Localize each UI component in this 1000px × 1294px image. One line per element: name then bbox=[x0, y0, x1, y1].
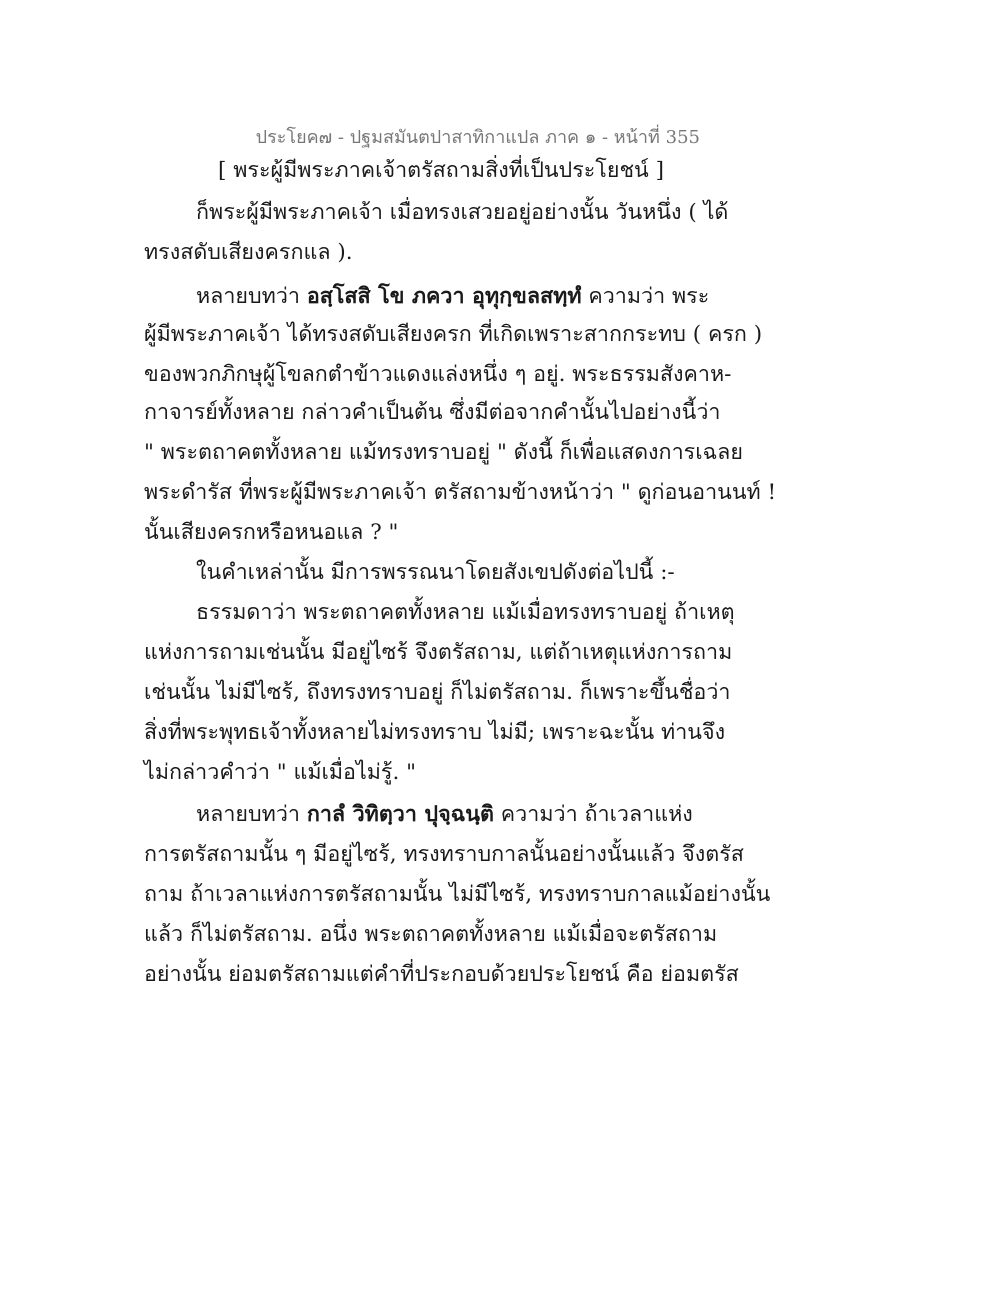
text-line: การตรัสถามนั้น ๆ มีอยู่ไซร้, ทรงทราบกาลนั้นอย่างนั้นแล้ว จึงตรัส bbox=[144, 842, 744, 867]
text-line bbox=[196, 286, 709, 308]
text-line: เช่นนั้น ไม่มีไซร้, ถึงทรงทราบอยู่ ก็ไม่ตรัสถาม. ก็เพราะขึ้นชื่อว่า bbox=[144, 680, 731, 705]
text-line: ไม่กล่าวคำว่า " แม้เมื่อไม่รู้. " bbox=[144, 760, 417, 785]
text-line bbox=[196, 804, 693, 826]
text-line: นั้นเสียงครกหรือหนอแล ? " bbox=[144, 520, 399, 545]
text-line: พระดำรัส ที่พระผู้มีพระภาคเจ้า ตรัสถามข้างหน้าว่า " ดูก่อนอานนท์ ! bbox=[144, 480, 777, 505]
text-span: ความว่า พระ bbox=[581, 284, 710, 309]
pali-term: กาลํ วิทิตฺวา ปุจฺฉนฺติ bbox=[306, 802, 494, 827]
text-span: ความว่า ถ้าเวลาแห่ง bbox=[493, 802, 693, 827]
section-heading: [ พระผู้มีพระภาคเจ้าตรัสถามสิ่งที่เป็นประโยชน์ ] bbox=[218, 158, 664, 183]
text-line: " พระตถาคตทั้งหลาย แม้ทรงทราบอยู่ " ดังนี้ ก็เพื่อแสดงการเฉลย bbox=[144, 440, 743, 465]
text-line: กาจารย์ทั้งหลาย กล่าวคำเป็นต้น ซึ่งมีต่อจากคำนั้นไปอย่างนี้ว่า bbox=[144, 400, 721, 425]
text-span: หลายบทว่า bbox=[196, 284, 307, 309]
pali-term: อสฺโสสิ โข ภควา อุทุกฺขลสทฺทํ bbox=[306, 284, 582, 309]
text-line: ก็พระผู้มีพระภาคเจ้า เมื่อทรงเสวยอยู่อย่างนั้น วันหนึ่ง ( ได้ bbox=[196, 200, 729, 225]
text-line: แห่งการถามเช่นนั้น มีอยู่ไซร้ จึงตรัสถาม, แต่ถ้าเหตุแห่งการถาม bbox=[144, 640, 733, 665]
text-line: ผู้มีพระภาคเจ้า ได้ทรงสดับเสียงครก ที่เกิดเพราะสากกระทบ ( ครก ) bbox=[144, 322, 763, 347]
text-line: ถาม ถ้าเวลาแห่งการตรัสถามนั้น ไม่มีไซร้, ทรงทราบกาลแม้อย่างนั้น bbox=[144, 882, 771, 907]
text-span: หลายบทว่า bbox=[196, 802, 307, 827]
text-line: ทรงสดับเสียงครกแล ). bbox=[144, 240, 353, 265]
text-line: แล้ว ก็ไม่ตรัสถาม. อนึ่ง พระตถาคตทั้งหลาย แม้เมื่อจะตรัสถาม bbox=[144, 922, 718, 947]
text-line: ในคำเหล่านั้น มีการพรรณนาโดยสังเขปดังต่อไปนี้ :- bbox=[196, 560, 675, 585]
text-line: สิ่งที่พระพุทธเจ้าทั้งหลายไม่ทรงทราบ ไม่มี; เพราะฉะนั้น ท่านจึง bbox=[144, 720, 726, 745]
text-line: อย่างนั้น ย่อมตรัสถามแต่คำที่ประกอบด้วยประโยชน์ คือ ย่อมตรัส bbox=[144, 962, 739, 987]
text-line: ของพวกภิกษุผู้โขลกตำข้าวแดงแล่งหนึ่ง ๆ อยู่. พระธรรมสังคาห- bbox=[144, 362, 732, 387]
text-line: ธรรมดาว่า พระตถาคตทั้งหลาย แม้เมื่อทรงทราบอยู่ ถ้าเหตุ bbox=[196, 600, 735, 625]
page-header: ประโยค๗ - ปฐมสมันตปาสาทิกาแปล ภาค ๑ - หน้าที่ 355 bbox=[255, 127, 700, 148]
